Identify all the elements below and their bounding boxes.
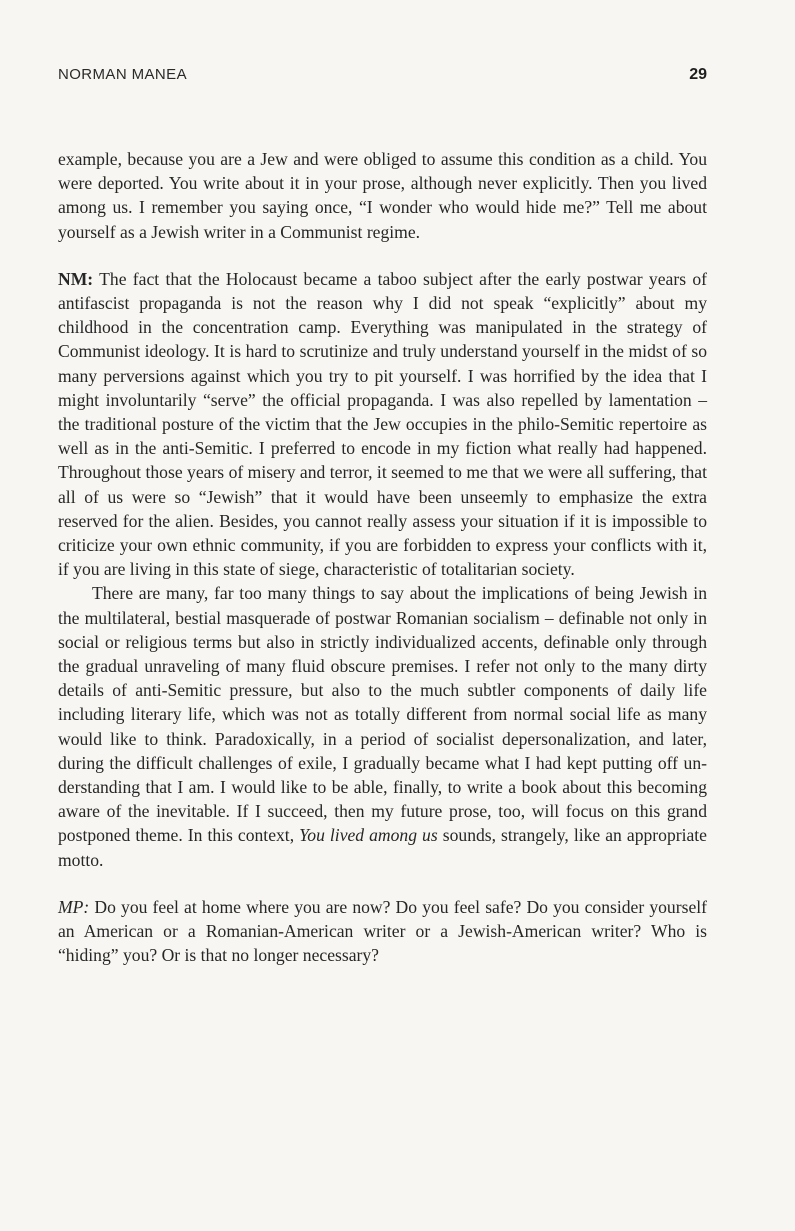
running-head: NORMAN MANEA [58,66,187,83]
italic-title: You lived among us [299,825,438,846]
paragraph-1-text: example, because you are a Jew and were obliged to assume this condition as a child. You were deported. You write about it in your prose, although never explicitly. Then you lived among us. I remember you saying once, “I wonder who would hide me?” Tell me about yourself as a Jewish writer in a Communist regime. [58,149,707,242]
paragraph-2-text: The fact that the Holocaust became a taboo subject after the early postwar years of antifascist propaganda is not the reason why I did not speak “explicitly” about my childhood in the concentration camp. Everything was manipulated in the strategy of Communist ideology. It is hard to scrutinize and truly understand yourself in the midst of so many perversions against which you try to pit yourself. I was horrified by the idea that I might involuntarily “serve” the official propaganda. I was also repelled by lamentation – the traditional posture of the victim that the Jew occupies in the philo-Semitic repertoire as well as in the anti-Semitic. I preferred to encode in my fiction what really had happened. Throughout those years of misery and terror, it seemed to me that we were all suffering, that all of us were so “Jewish” that it would have been unseemly to emphasize the extra reserved for the alien. Besides, you cannot really assess your situation if it is impossible to criticize your own ethnic community, if you are forbidden to express your conflicts with it, if you are living in this state of siege, characteristic of totalitarian society. [58,268,707,580]
page-header [58,66,707,84]
body-text [58,147,707,968]
page-number: 29 [689,66,707,83]
paragraph-4-text: Do you feel at home where you are now? Do you feel safe? Do you consider yourself an American or a Romanian-American writer or a Jewish-American writer? Who is “hiding” you? Or is that no longer necessary? [58,896,707,966]
paragraph-3 [58,581,707,871]
speaker-nm: NM: [58,268,94,289]
speaker-mp: MP: [58,896,90,917]
paragraph-1 [58,147,707,244]
paragraph-4 [58,895,707,968]
paragraph-3-text: There are many, far too many things to say about the implications of being Jewish in the multilateral, bestial masquerade of postwar Romanian socialism – definable not only in social or religious terms but also in strictly individualized accents, definable only through the gradual unraveling of many fluid obscure premises. I refer not only to the many dirty details of anti-Semitic pressure, but also to the much subtler components of daily life including literary life, which was not as totally different from normal social life as many would like to think. Paradoxically, in a period of socialist depersonalization, and later, during the difficult challenges of exile, I gradually became what I had kept putting off understanding that I am. I would like to be able, finally, to write a book about this becoming aware of the inevitable. If I succeed, then my future prose, too, will focus on this grand postponed theme. In this context, [58,583,707,846]
paragraph-2 [58,267,707,582]
paragraph-3-end: sounds, strangely, like an appropriate motto. [58,825,707,870]
